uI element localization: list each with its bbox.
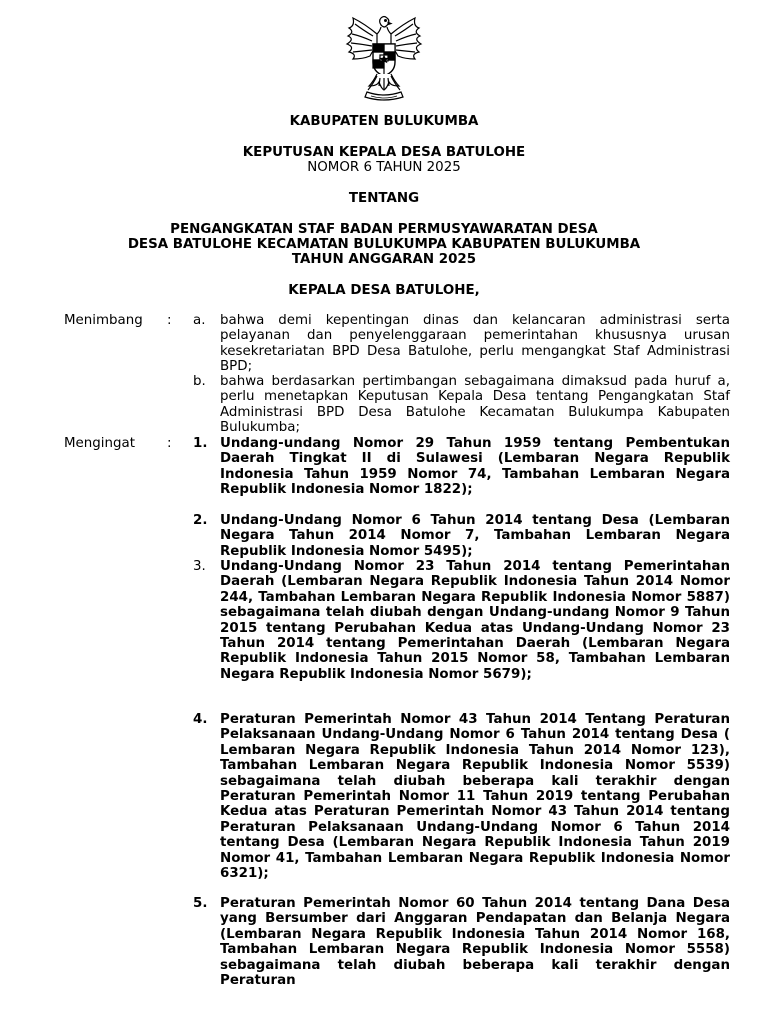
mengingat-item-text: Peraturan Pemerintah Nomor 60 Tahun 2014 tentang Dana Desa yang Bersumber dari Anggaran Pendapatan dan Belanja Negara (Lembaran Negara Republik Indonesia Tahun 2014 Nomor 168, Tambahan Lembaran Negara Republik Indonesia Nomor 5558) sebagaimana telah diubah beberapa kali terakhir dengan Peraturan bbox=[220, 896, 730, 989]
subject-line-1: PENGANGKATAN STAF BADAN PERMUSYAWARATAN DESA bbox=[170, 222, 598, 237]
mengingat-colon: : bbox=[167, 436, 172, 451]
mengingat-item-marker: 3. bbox=[193, 559, 206, 574]
menimbang-item-text: bahwa demi kepentingan dinas dan kelancaran administrasi serta pelayanan dan penyelenggaraan pemerintahan khususnya urusan kesekretariatan BPD Desa Batulohe, perlu mengangkat Staf Administrasi BPD; bbox=[220, 313, 730, 375]
garuda-emblem-icon bbox=[343, 14, 425, 106]
mengingat-item-text: Undang-Undang Nomor 6 Tahun 2014 tentang Desa (Lembaran Negara Tahun 2014 Nomor 7, Tambahan Lembaran Negara Republik Indonesia Nomor 5495); bbox=[220, 513, 730, 559]
mengingat-item-marker: 1. bbox=[193, 436, 208, 451]
regency-heading: KABUPATEN BULUKUMBA bbox=[289, 114, 479, 129]
mengingat-item-marker: 2. bbox=[193, 513, 208, 528]
about-heading: TENTANG bbox=[348, 191, 420, 206]
mengingat-item-text: Undang-Undang Nomor 23 Tahun 2014 tentang Pemerintahan Daerah (Lembaran Negara Republik Indonesia Tahun 2014 Nomor 244, Tambahan Lembaran Negara Republik Indonesia Nomor 5887) sebagaimana telah diubah dengan Undang-undang Nomor 9 Tahun 2015 tentang Perubahan Kedua atas Undang-Undang Nomor 23 Tahun 2014 tentang Pemerintahan Daerah (Lembaran Negara Republik Indonesia Tahun 2015 Nomor 58, Tambahan Lembaran Negara Republik Indonesia Nomor 5679); bbox=[220, 559, 730, 682]
decree-title: KEPUTUSAN KEPALA DESA BATULOHE bbox=[242, 145, 526, 160]
menimbang-item-text: bahwa berdasarkan pertimbangan sebagaimana dimaksud pada huruf a, perlu menetapkan Keputusan Kepala Desa tentang Pengangkatan Staf Administrasi BPD Desa Batulohe Kecamatan Bulukumpa Kabupaten Bulukumba; bbox=[220, 374, 730, 436]
subject-line-2: DESA BATULOHE KECAMATAN BULUKUMPA KABUPATEN BULUKUMBA bbox=[127, 237, 641, 252]
mengingat-label: Mengingat bbox=[64, 436, 135, 451]
mengingat-item-text: Peraturan Pemerintah Nomor 43 Tahun 2014 Tentang Peraturan Pelaksanaan Undang-Undang Nomor 6 Tahun 2014 tentang Desa ( Lembaran Negara Republik Indonesia Tahun 2014 Nomor 123), Tambahan Lembaran Negara Republik Indonesia Nomor 5539) sebagaimana telah diubah beberapa kali terakhir dengan Peraturan Pemerintah Nomor 11 Tahun 2019 tentang Perubahan Kedua atas Peraturan Pemerintah Nomor 43 Tahun 2014 tentang Peraturan Pelaksanaan Undang-Undang Nomor 6 Tahun 2014 tentang Desa (Lembaran Negara Republik Indonesia Tahun 2019 Nomor 41, Tambahan Lembaran Negara Republik Indonesia Nomor 6321); bbox=[220, 712, 730, 882]
subject-line-3: TAHUN ANGGARAN 2025 bbox=[291, 252, 477, 267]
menimbang-item-marker: a. bbox=[193, 313, 206, 328]
menimbang-item-marker: b. bbox=[193, 374, 206, 389]
decree-number: NOMOR 6 TAHUN 2025 bbox=[307, 160, 461, 175]
issuer-heading: KEPALA DESA BATULOHE, bbox=[288, 283, 480, 298]
menimbang-label: Menimbang bbox=[64, 313, 143, 328]
mengingat-item-text: Undang-undang Nomor 29 Tahun 1959 tentang Pembentukan Daerah Tingkat II di Sulawesi (Lembaran Negara Republik Indonesia Tahun 1959 Nomor 74, Tambahan Lembaran Negara Republik Indonesia Nomor 1822); bbox=[220, 436, 730, 498]
menimbang-colon: : bbox=[167, 313, 172, 328]
mengingat-item-marker: 4. bbox=[193, 712, 208, 727]
mengingat-item-marker: 5. bbox=[193, 896, 208, 911]
